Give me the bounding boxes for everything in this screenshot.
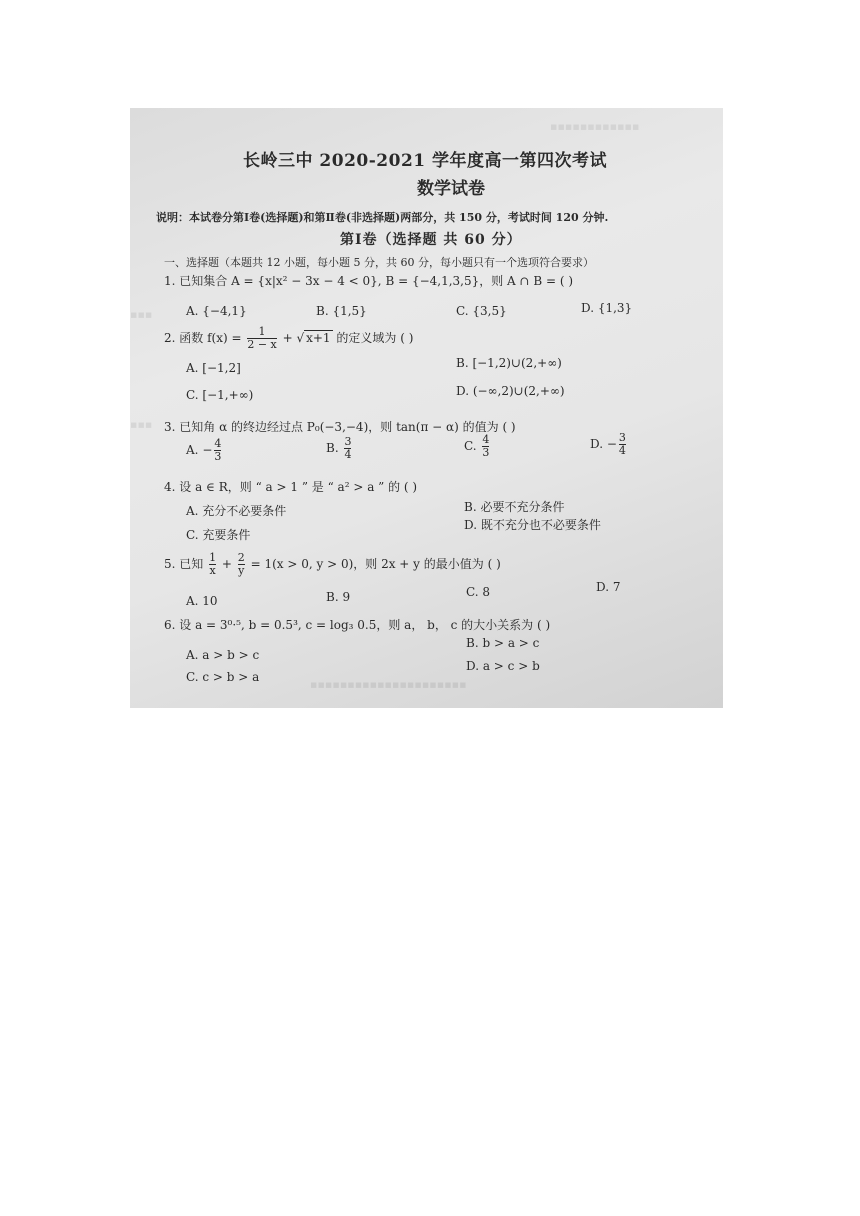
part-title: 第Ⅰ卷（选择题 共 60 分） bbox=[340, 232, 522, 248]
question-2-sqrt: x+1 bbox=[306, 331, 331, 345]
question-5-option-d: D. 7 bbox=[596, 580, 621, 594]
question-6-stem: 6. 设 a = 3⁰·⁵, b = 0.5³, c = log₃ 0.5，则 a， b， c 的大小关系为 ( ) bbox=[164, 618, 551, 632]
section-heading: 一、选择题（本题共 12 小题，每小题 5 分，共 60 分，每小题只有一个选项符合要求） bbox=[164, 256, 594, 269]
option-fraction: $\frac{3}{4}$ bbox=[344, 435, 352, 461]
question-4-stem: 4. 设 a ∈ R，则 “ a > 1 ” 是 “ a² > a ” 的 ( ) bbox=[164, 480, 418, 494]
question-2-stem-pre: 2. 函数 f(x) = bbox=[164, 331, 246, 345]
question-4-option-a: A. 充分不必要条件 bbox=[186, 504, 287, 518]
option-fraction: $\frac{4}{3}$ bbox=[482, 433, 490, 459]
question-5-option-c: C. 8 bbox=[466, 585, 491, 599]
question-6-option-d: D. a > c > b bbox=[466, 659, 540, 673]
option-fraction: $\frac{3}{4}$ bbox=[618, 431, 626, 457]
question-2-option-b: B. [−1,2)∪(2,+∞) bbox=[456, 356, 562, 370]
option-fraction: $\frac{4}{3}$ bbox=[214, 437, 222, 463]
bleed-through: ▪▪▪ bbox=[130, 418, 153, 431]
fraction-denominator: 2 − x bbox=[247, 338, 277, 351]
exam-title: 长岭三中 2020-2021 学年度高一第四次考试 bbox=[243, 151, 608, 171]
question-1-option-a: A. {−4,1} bbox=[186, 304, 247, 318]
bleed-through: ▪▪▪▪▪▪▪▪▪▪▪▪▪▪▪▪▪▪▪▪▪ bbox=[310, 678, 467, 691]
exam-subtitle: 数学试卷 bbox=[417, 179, 485, 199]
question-3-option-b: B. $\frac{3}{4}$ bbox=[326, 435, 352, 461]
question-6-option-b: B. b > a > c bbox=[466, 636, 540, 650]
question-2-stem: 2. 函数 f(x) = $\frac{1}{2 - x}$ + √ x+1 的定义域为 ( ) bbox=[164, 325, 414, 351]
question-1-option-b: B. {1,5} bbox=[316, 304, 367, 318]
question-2-option-c: C. [−1,+∞) bbox=[186, 388, 254, 402]
question-2-fraction bbox=[247, 326, 276, 351]
question-3-option-a: A. − $\frac{4}{3}$ bbox=[186, 437, 222, 463]
exam-instructions: 说明：本试卷分第Ⅰ卷(选择题)和第Ⅱ卷(非选择题)两部分，共 150 分，考试时间 120 分钟. bbox=[156, 211, 609, 224]
question-2-option-a: A. [−1,2] bbox=[186, 361, 241, 375]
question-5-stem: 5. 已知 $\frac{1}{x}$ + $\frac{2}{y}$ = 1(x > 0, y > 0)，则 2x + y 的最小值为 ( ) bbox=[164, 551, 501, 577]
question-5-option-b: B. 9 bbox=[326, 590, 351, 604]
question-3-stem: 3. 已知角 α 的终边经过点 P₀(−3,−4)，则 tan(π − α) 的值为 ( ) bbox=[164, 420, 516, 434]
question-6-option-c: C. c > b > a bbox=[186, 670, 260, 684]
question-5-option-a: A. 10 bbox=[186, 594, 218, 608]
question-5-fraction-2: $\frac{2}{y}$ bbox=[237, 551, 245, 577]
question-2-option-d: D. (−∞,2)∪(2,+∞) bbox=[456, 384, 565, 398]
bleed-through: ▪▪▪▪▪▪▪▪▪▪▪▪ bbox=[550, 120, 640, 133]
question-2-stem-mid: + bbox=[278, 331, 297, 345]
question-5-fraction-1: $\frac{1}{x}$ bbox=[209, 551, 217, 577]
question-4-option-c: C. 充要条件 bbox=[186, 528, 251, 542]
question-4-option-b: B. 必要不充分条件 bbox=[464, 500, 565, 514]
question-1-option-d: D. {1,3} bbox=[581, 301, 633, 315]
question-6-option-a: A. a > b > c bbox=[186, 648, 260, 662]
bleed-through: ▪▪▪ bbox=[130, 308, 153, 321]
question-1-stem: 1. 已知集合 A = {x|x² − 3x − 4 < 0}, B = {−4,1,3,5}，则 A ∩ B = ( ) bbox=[164, 274, 574, 288]
question-3-option-c: C. $\frac{4}{3}$ bbox=[464, 433, 490, 459]
exam-photo bbox=[130, 108, 723, 708]
question-1-option-c: C. {3,5} bbox=[456, 304, 507, 318]
fraction-numerator: 1 bbox=[258, 325, 266, 338]
question-2-stem-post: 的定义域为 ( ) bbox=[332, 331, 414, 345]
question-4-option-d: D. 既不充分也不必要条件 bbox=[464, 518, 601, 532]
question-3-option-d: D. − $\frac{3}{4}$ bbox=[590, 431, 626, 457]
